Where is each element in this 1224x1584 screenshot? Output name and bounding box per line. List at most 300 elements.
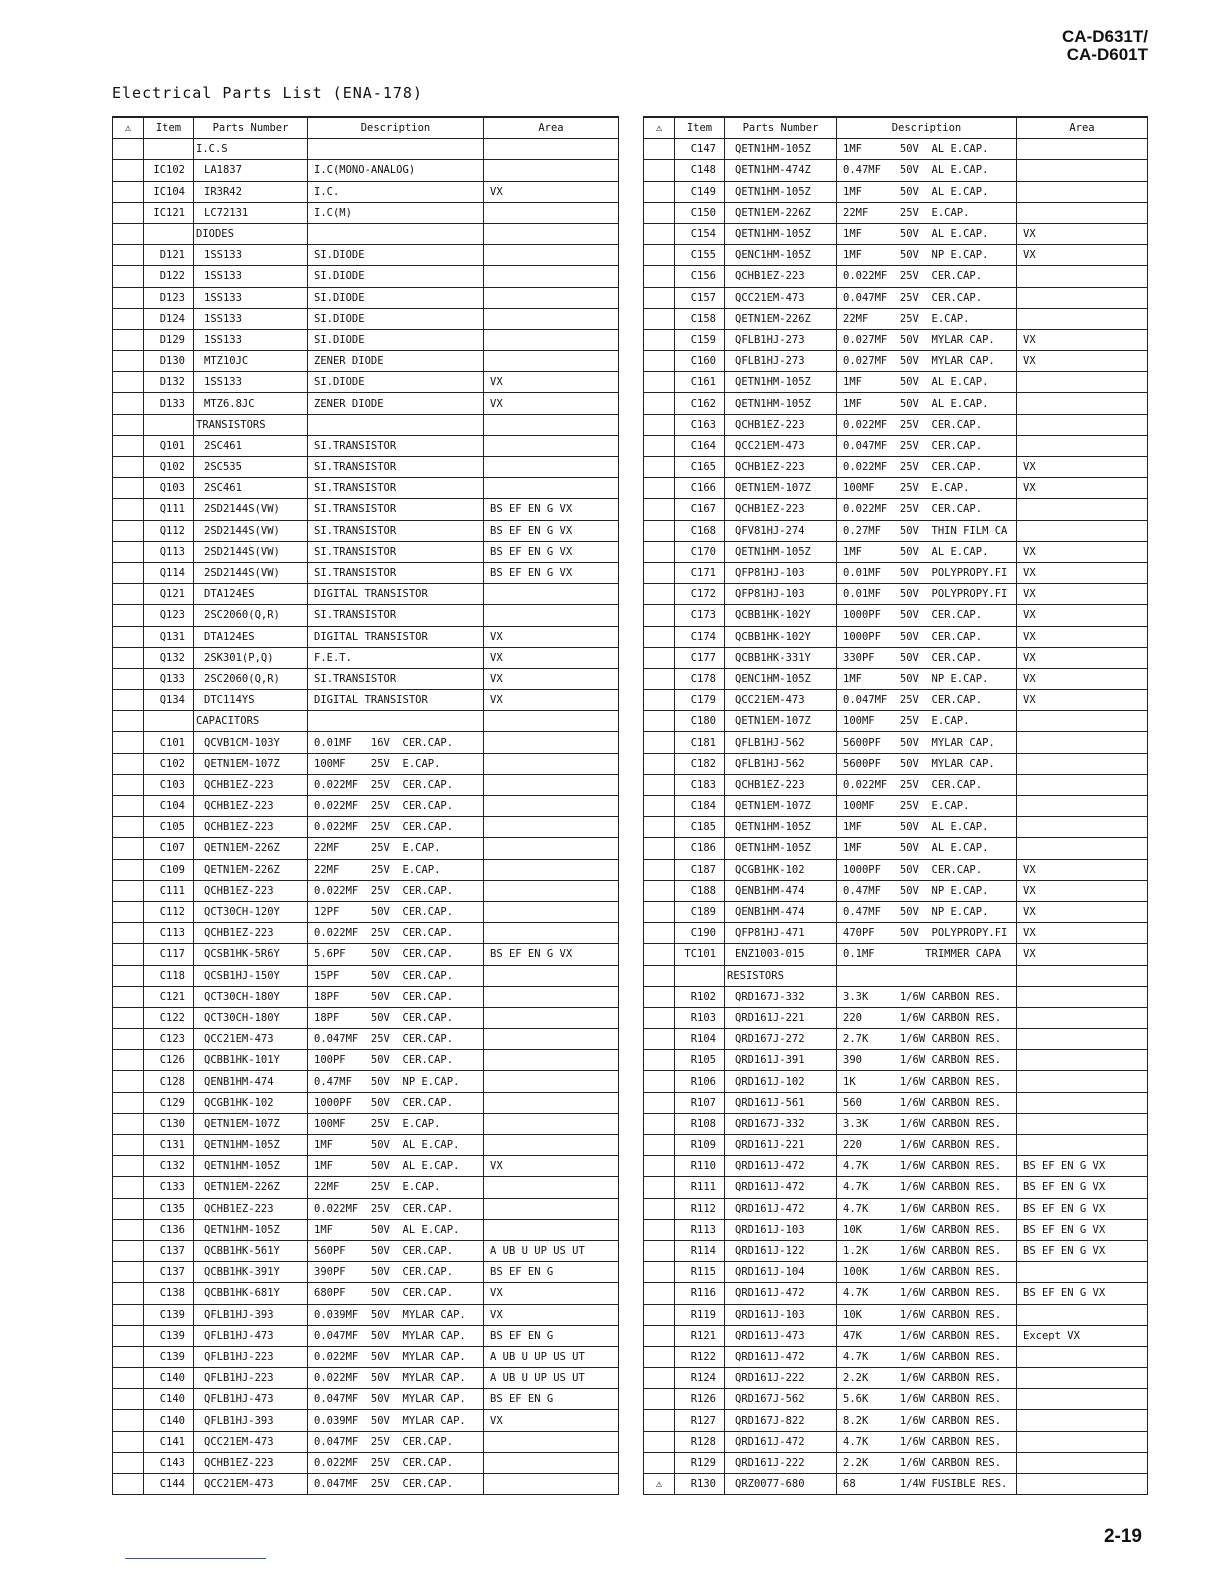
table-row	[113, 287, 619, 308]
area-cell	[484, 901, 619, 922]
item-cell: R104	[675, 1029, 725, 1050]
area-cell	[1017, 435, 1148, 456]
table-row	[113, 1346, 619, 1367]
area-cell	[1017, 1050, 1148, 1071]
part-number-cell: QCT30CH-120Y	[194, 901, 308, 922]
part-number-cell: QETN1HM-105Z	[725, 393, 837, 414]
area-cell: A UB U UP US UT	[484, 1346, 619, 1367]
part-number-cell: QFLB1HJ-223	[194, 1346, 308, 1367]
description-cell: 100MF 25V E.CAP.	[837, 711, 1017, 732]
area-cell: VX	[1017, 351, 1148, 372]
part-number-cell: DTA124ES	[194, 626, 308, 647]
description-cell: 2.2K 1/6W CARBON RES.	[837, 1368, 1017, 1389]
area-cell: VX	[484, 1283, 619, 1304]
area-cell	[1017, 1029, 1148, 1050]
table-row	[113, 457, 619, 478]
table-row	[644, 1262, 1148, 1283]
table-row	[113, 1135, 619, 1156]
part-number-cell: QCBB1HK-681Y	[194, 1283, 308, 1304]
safety-mark-cell	[644, 1198, 675, 1219]
item-cell: C162	[675, 393, 725, 414]
description-cell: 0.047MF 25V CER.CAP.	[308, 1474, 484, 1495]
description-cell: 18PF 50V CER.CAP.	[308, 1007, 484, 1028]
parts-table-right-body	[644, 139, 1148, 1495]
item-cell: C154	[675, 223, 725, 244]
item-cell: Q131	[144, 626, 194, 647]
part-number-cell: QFLB1HJ-273	[725, 329, 837, 350]
area-cell	[1017, 838, 1148, 859]
table-row	[113, 901, 619, 922]
column-header-parts-number: Parts Number	[194, 117, 308, 139]
safety-mark-cell	[644, 478, 675, 499]
safety-mark-cell	[644, 223, 675, 244]
part-number-cell: QRD161J-472	[725, 1283, 837, 1304]
item-cell: C135	[144, 1198, 194, 1219]
table-row	[644, 584, 1148, 605]
description-cell: 5.6K 1/6W CARBON RES.	[837, 1389, 1017, 1410]
parts-table-left-body	[113, 139, 619, 1495]
description-cell: 0.022MF 25V CER.CAP.	[837, 414, 1017, 435]
table-row	[644, 223, 1148, 244]
item-cell: C102	[144, 753, 194, 774]
item-cell: R112	[675, 1198, 725, 1219]
description-cell: 1MF 50V AL E.CAP.	[837, 372, 1017, 393]
area-cell	[1017, 1092, 1148, 1113]
item-cell: R103	[675, 1007, 725, 1028]
table-row	[113, 796, 619, 817]
item-cell: R126	[675, 1389, 725, 1410]
item-cell: C130	[144, 1113, 194, 1134]
model-line-1: CA-D631T/	[1062, 27, 1148, 46]
model-number	[1062, 28, 1148, 64]
area-cell	[1017, 732, 1148, 753]
area-cell	[484, 266, 619, 287]
part-number-cell: QCHB1EZ-223	[194, 817, 308, 838]
item-cell: C172	[675, 584, 725, 605]
item-cell: C166	[675, 478, 725, 499]
table-row	[113, 1029, 619, 1050]
safety-mark-cell	[113, 266, 144, 287]
part-number-cell: QCHB1EZ-223	[194, 774, 308, 795]
description-cell: 0.022MF 25V CER.CAP.	[837, 774, 1017, 795]
table-row	[644, 1368, 1148, 1389]
description-cell: 0.47MF 50V NP E.CAP.	[308, 1071, 484, 1092]
part-number-cell: QRD161J-472	[725, 1431, 837, 1452]
description-cell: 680PF 50V CER.CAP.	[308, 1283, 484, 1304]
part-number-cell: 1SS133	[194, 329, 308, 350]
table-row	[113, 520, 619, 541]
description-cell: 1MF 50V AL E.CAP.	[837, 838, 1017, 859]
table-header-row	[113, 117, 619, 139]
part-number-cell: QETN1EM-107Z	[194, 1113, 308, 1134]
part-number-cell: QCT30CH-180Y	[194, 1007, 308, 1028]
part-number-cell: 1SS133	[194, 372, 308, 393]
description-cell: 330PF 50V CER.CAP.	[837, 647, 1017, 668]
part-number-cell: QRD161J-472	[725, 1198, 837, 1219]
table-row	[644, 1346, 1148, 1367]
safety-mark-cell	[113, 1431, 144, 1452]
safety-mark-cell	[113, 1071, 144, 1092]
item-cell: C105	[144, 817, 194, 838]
part-number-cell: QRD161J-472	[725, 1346, 837, 1367]
area-cell: A UB U UP US UT	[484, 1240, 619, 1261]
description-cell: 47K 1/6W CARBON RES.	[837, 1325, 1017, 1346]
item-cell: C188	[675, 880, 725, 901]
part-number-cell: QCHB1EZ-223	[725, 499, 837, 520]
area-cell: BS EF EN G VX	[1017, 1240, 1148, 1261]
part-number-cell: QCHB1EZ-223	[194, 923, 308, 944]
area-cell	[484, 753, 619, 774]
description-cell: SI.DIODE	[308, 245, 484, 266]
description-cell: I.C.	[308, 181, 484, 202]
part-number-cell: QCBB1HK-102Y	[725, 626, 837, 647]
footer-rule	[125, 1558, 266, 1559]
safety-mark-cell	[113, 245, 144, 266]
item-cell: C118	[144, 965, 194, 986]
safety-mark-cell	[113, 1198, 144, 1219]
description-cell: 8.2K 1/6W CARBON RES.	[837, 1410, 1017, 1431]
part-number-cell: QRD161J-102	[725, 1071, 837, 1092]
item-cell: C161	[675, 372, 725, 393]
area-cell: VX	[1017, 690, 1148, 711]
area-cell	[484, 1452, 619, 1473]
description-cell: 0.01MF 50V POLYPROPY.FI	[837, 562, 1017, 583]
safety-mark-cell	[113, 668, 144, 689]
part-number-cell: QETN1HM-105Z	[725, 541, 837, 562]
table-row	[113, 499, 619, 520]
area-cell	[1017, 202, 1148, 223]
table-row	[644, 308, 1148, 329]
part-number-cell: QCBB1HK-102Y	[725, 605, 837, 626]
item-cell: C111	[144, 880, 194, 901]
description-cell: 18PF 50V CER.CAP.	[308, 986, 484, 1007]
item-cell: D124	[144, 308, 194, 329]
part-number-cell: QCGB1HK-102	[725, 859, 837, 880]
item-cell: C184	[675, 796, 725, 817]
area-cell: VX	[1017, 478, 1148, 499]
table-row	[644, 1431, 1148, 1452]
description-cell: 1000PF 50V CER.CAP.	[837, 605, 1017, 626]
area-cell	[484, 732, 619, 753]
safety-mark-cell	[644, 1029, 675, 1050]
item-cell: C177	[675, 647, 725, 668]
table-row	[113, 414, 619, 435]
section-heading: DIODES	[194, 223, 308, 244]
description-cell: 560PF 50V CER.CAP.	[308, 1240, 484, 1261]
table-row	[644, 1198, 1148, 1219]
item-cell: C159	[675, 329, 725, 350]
description-cell: 220 1/6W CARBON RES.	[837, 1135, 1017, 1156]
safety-mark-cell	[113, 1368, 144, 1389]
safety-mark-cell	[644, 796, 675, 817]
table-row	[644, 287, 1148, 308]
area-cell	[1017, 393, 1148, 414]
safety-mark-cell	[113, 1304, 144, 1325]
description-cell: 0.027MF 50V MYLAR CAP.	[837, 351, 1017, 372]
area-cell	[1017, 1071, 1148, 1092]
part-number-cell: QRD161J-222	[725, 1452, 837, 1473]
part-number-cell: 2SD2144S(VW)	[194, 499, 308, 520]
item-cell: Q102	[144, 457, 194, 478]
item-cell: C143	[144, 1452, 194, 1473]
safety-mark-cell	[644, 1452, 675, 1473]
part-number-cell: QETN1HM-474Z	[725, 160, 837, 181]
item-cell: R113	[675, 1219, 725, 1240]
item-cell: R110	[675, 1156, 725, 1177]
table-row	[113, 245, 619, 266]
table-row	[113, 1325, 619, 1346]
area-cell: VX	[484, 1410, 619, 1431]
safety-mark-cell	[113, 520, 144, 541]
item-cell: C112	[144, 901, 194, 922]
safety-mark-cell	[644, 414, 675, 435]
area-cell: BS EF EN G VX	[1017, 1219, 1148, 1240]
part-number-cell: QETN1HM-105Z	[194, 1156, 308, 1177]
item-cell: C139	[144, 1304, 194, 1325]
part-number-cell: QCHB1EZ-223	[194, 796, 308, 817]
table-row	[113, 1262, 619, 1283]
item-cell: C132	[144, 1156, 194, 1177]
description-cell: 0.022MF 25V CER.CAP.	[837, 457, 1017, 478]
description-cell: SI.TRANSISTOR	[308, 562, 484, 583]
item-cell: Q111	[144, 499, 194, 520]
safety-mark-cell	[644, 139, 675, 160]
safety-mark-cell	[113, 817, 144, 838]
part-number-cell: QRD161J-222	[725, 1368, 837, 1389]
part-number-cell: QRD161J-472	[725, 1177, 837, 1198]
description-cell: 1MF 50V AL E.CAP.	[837, 223, 1017, 244]
table-row	[113, 1156, 619, 1177]
safety-mark-cell	[644, 245, 675, 266]
item-cell: Q134	[144, 690, 194, 711]
description-cell: I.C(MONO-ANALOG)	[308, 160, 484, 181]
item-cell: R124	[675, 1368, 725, 1389]
safety-mark-cell	[644, 1092, 675, 1113]
part-number-cell: QCSB1HJ-150Y	[194, 965, 308, 986]
area-cell	[484, 414, 619, 435]
table-row	[113, 753, 619, 774]
table-row	[644, 732, 1148, 753]
area-cell	[1017, 986, 1148, 1007]
area-cell	[484, 796, 619, 817]
safety-mark-cell	[113, 901, 144, 922]
part-number-cell: 2SD2144S(VW)	[194, 562, 308, 583]
description-cell: 2.7K 1/6W CARBON RES.	[837, 1029, 1017, 1050]
table-row	[113, 1283, 619, 1304]
description-cell: 0.47MF 50V AL E.CAP.	[837, 160, 1017, 181]
table-row	[113, 435, 619, 456]
area-cell	[484, 986, 619, 1007]
item-cell: R107	[675, 1092, 725, 1113]
part-number-cell: QENB1HM-474	[194, 1071, 308, 1092]
table-row	[113, 223, 619, 244]
table-row	[644, 1113, 1148, 1134]
table-row	[644, 139, 1148, 160]
item-cell: R119	[675, 1304, 725, 1325]
safety-mark-cell	[113, 690, 144, 711]
item-cell	[144, 711, 194, 732]
area-cell	[1017, 139, 1148, 160]
description-cell: 5600PF 50V MYLAR CAP.	[837, 753, 1017, 774]
column-header-description: Description	[837, 117, 1017, 139]
safety-mark-cell	[113, 541, 144, 562]
safety-mark-cell	[644, 393, 675, 414]
part-number-cell: DTC114YS	[194, 690, 308, 711]
area-cell	[1017, 1007, 1148, 1028]
item-cell: R111	[675, 1177, 725, 1198]
table-row	[113, 1177, 619, 1198]
section-heading: TRANSISTORS	[194, 414, 308, 435]
part-number-cell: QCHB1EZ-223	[725, 774, 837, 795]
warning-icon: ⚠	[113, 117, 144, 139]
safety-mark-cell	[113, 372, 144, 393]
table-row	[644, 1304, 1148, 1325]
table-row	[644, 690, 1148, 711]
area-cell	[484, 584, 619, 605]
description-cell: 0.47MF 50V NP E.CAP.	[837, 880, 1017, 901]
item-cell: IC102	[144, 160, 194, 181]
safety-mark-cell	[644, 817, 675, 838]
area-cell: VX	[1017, 562, 1148, 583]
item-cell: Q101	[144, 435, 194, 456]
area-cell	[1017, 1452, 1148, 1473]
table-row	[113, 668, 619, 689]
document-title: Electrical Parts List (ENA-178)	[112, 84, 423, 102]
part-number-cell: QCC21EM-473	[725, 435, 837, 456]
item-cell: C189	[675, 901, 725, 922]
item-cell: C131	[144, 1135, 194, 1156]
table-row	[113, 1452, 619, 1473]
description-cell: 0.47MF 50V NP E.CAP.	[837, 901, 1017, 922]
part-number-cell: LA1837	[194, 160, 308, 181]
table-row	[644, 393, 1148, 414]
table-row	[644, 605, 1148, 626]
description-cell: 68 1/4W FUSIBLE RES.	[837, 1474, 1017, 1495]
description-cell: 3.3K 1/6W CARBON RES.	[837, 986, 1017, 1007]
table-row	[644, 435, 1148, 456]
safety-mark-cell	[644, 1007, 675, 1028]
safety-mark-cell	[113, 1283, 144, 1304]
safety-mark-cell	[113, 986, 144, 1007]
item-cell: C139	[144, 1325, 194, 1346]
area-cell	[1017, 1346, 1148, 1367]
item-cell: C128	[144, 1071, 194, 1092]
description-cell: 2.2K 1/6W CARBON RES.	[837, 1452, 1017, 1473]
description-cell: 1000PF 50V CER.CAP.	[837, 859, 1017, 880]
description-cell	[308, 711, 484, 732]
area-cell: BS EF EN G VX	[484, 520, 619, 541]
part-number-cell: QETN1EM-226Z	[725, 308, 837, 329]
description-cell: 1.2K 1/6W CARBON RES.	[837, 1240, 1017, 1261]
table-row	[113, 774, 619, 795]
table-row	[644, 1410, 1148, 1431]
description-cell: 10K 1/6W CARBON RES.	[837, 1304, 1017, 1325]
description-cell: 0.047MF 50V MYLAR CAP.	[308, 1389, 484, 1410]
safety-mark-cell	[113, 1262, 144, 1283]
safety-mark-cell	[644, 1283, 675, 1304]
safety-mark-cell	[113, 647, 144, 668]
part-number-cell: QETN1EM-226Z	[725, 202, 837, 223]
safety-mark-cell	[113, 1156, 144, 1177]
item-cell: C167	[675, 499, 725, 520]
part-number-cell: 2SC461	[194, 435, 308, 456]
item-cell	[144, 414, 194, 435]
table-row	[113, 202, 619, 223]
item-cell: C129	[144, 1092, 194, 1113]
description-cell: 1000PF 50V CER.CAP.	[308, 1092, 484, 1113]
item-cell: C139	[144, 1346, 194, 1367]
safety-mark-cell	[644, 160, 675, 181]
table-row	[644, 329, 1148, 350]
description-cell: 0.047MF 25V CER.CAP.	[308, 1029, 484, 1050]
item-cell: C174	[675, 626, 725, 647]
table-row	[644, 1452, 1148, 1473]
part-number-cell: QCC21EM-473	[725, 690, 837, 711]
item-cell: TC101	[675, 944, 725, 965]
part-number-cell: QFLB1HJ-473	[194, 1389, 308, 1410]
item-cell: R106	[675, 1071, 725, 1092]
safety-mark-cell	[644, 1389, 675, 1410]
area-cell	[484, 1113, 619, 1134]
safety-mark-cell	[644, 965, 675, 986]
table-row	[113, 1389, 619, 1410]
part-number-cell: QRD161J-391	[725, 1050, 837, 1071]
description-cell: 0.047MF 25V CER.CAP.	[837, 690, 1017, 711]
area-cell	[1017, 287, 1148, 308]
column-header-description: Description	[308, 117, 484, 139]
area-cell: BS EF EN G VX	[484, 499, 619, 520]
table-row	[644, 520, 1148, 541]
description-cell: 1MF 50V NP E.CAP.	[837, 245, 1017, 266]
part-number-cell: 1SS133	[194, 287, 308, 308]
area-cell	[484, 817, 619, 838]
item-cell: C140	[144, 1389, 194, 1410]
safety-mark-cell	[113, 457, 144, 478]
description-cell: 560 1/6W CARBON RES.	[837, 1092, 1017, 1113]
item-cell: Q132	[144, 647, 194, 668]
table-row	[644, 711, 1148, 732]
table-row	[644, 1240, 1148, 1261]
description-cell	[837, 965, 1017, 986]
item-cell: R105	[675, 1050, 725, 1071]
table-row	[644, 351, 1148, 372]
area-cell	[1017, 1431, 1148, 1452]
part-number-cell: QCC21EM-473	[194, 1431, 308, 1452]
item-cell: C117	[144, 944, 194, 965]
item-cell: C138	[144, 1283, 194, 1304]
area-cell	[484, 478, 619, 499]
safety-mark-cell	[644, 732, 675, 753]
part-number-cell: QRD161J-104	[725, 1262, 837, 1283]
description-cell: 1MF 50V AL E.CAP.	[308, 1156, 484, 1177]
area-cell	[484, 1198, 619, 1219]
part-number-cell: QFLB1HJ-393	[194, 1410, 308, 1431]
area-cell: VX	[1017, 223, 1148, 244]
area-cell	[1017, 1474, 1148, 1495]
description-cell: 1K 1/6W CARBON RES.	[837, 1071, 1017, 1092]
item-cell: D122	[144, 266, 194, 287]
table-row	[644, 1283, 1148, 1304]
part-number-cell: QETN1HM-105Z	[725, 817, 837, 838]
area-cell	[484, 1092, 619, 1113]
part-number-cell: QFLB1HJ-562	[725, 753, 837, 774]
part-number-cell: QETN1HM-105Z	[725, 223, 837, 244]
description-cell: SI.TRANSISTOR	[308, 605, 484, 626]
table-row	[644, 944, 1148, 965]
description-cell: 22MF 25V E.CAP.	[837, 308, 1017, 329]
safety-mark-cell	[644, 626, 675, 647]
item-cell: C190	[675, 923, 725, 944]
